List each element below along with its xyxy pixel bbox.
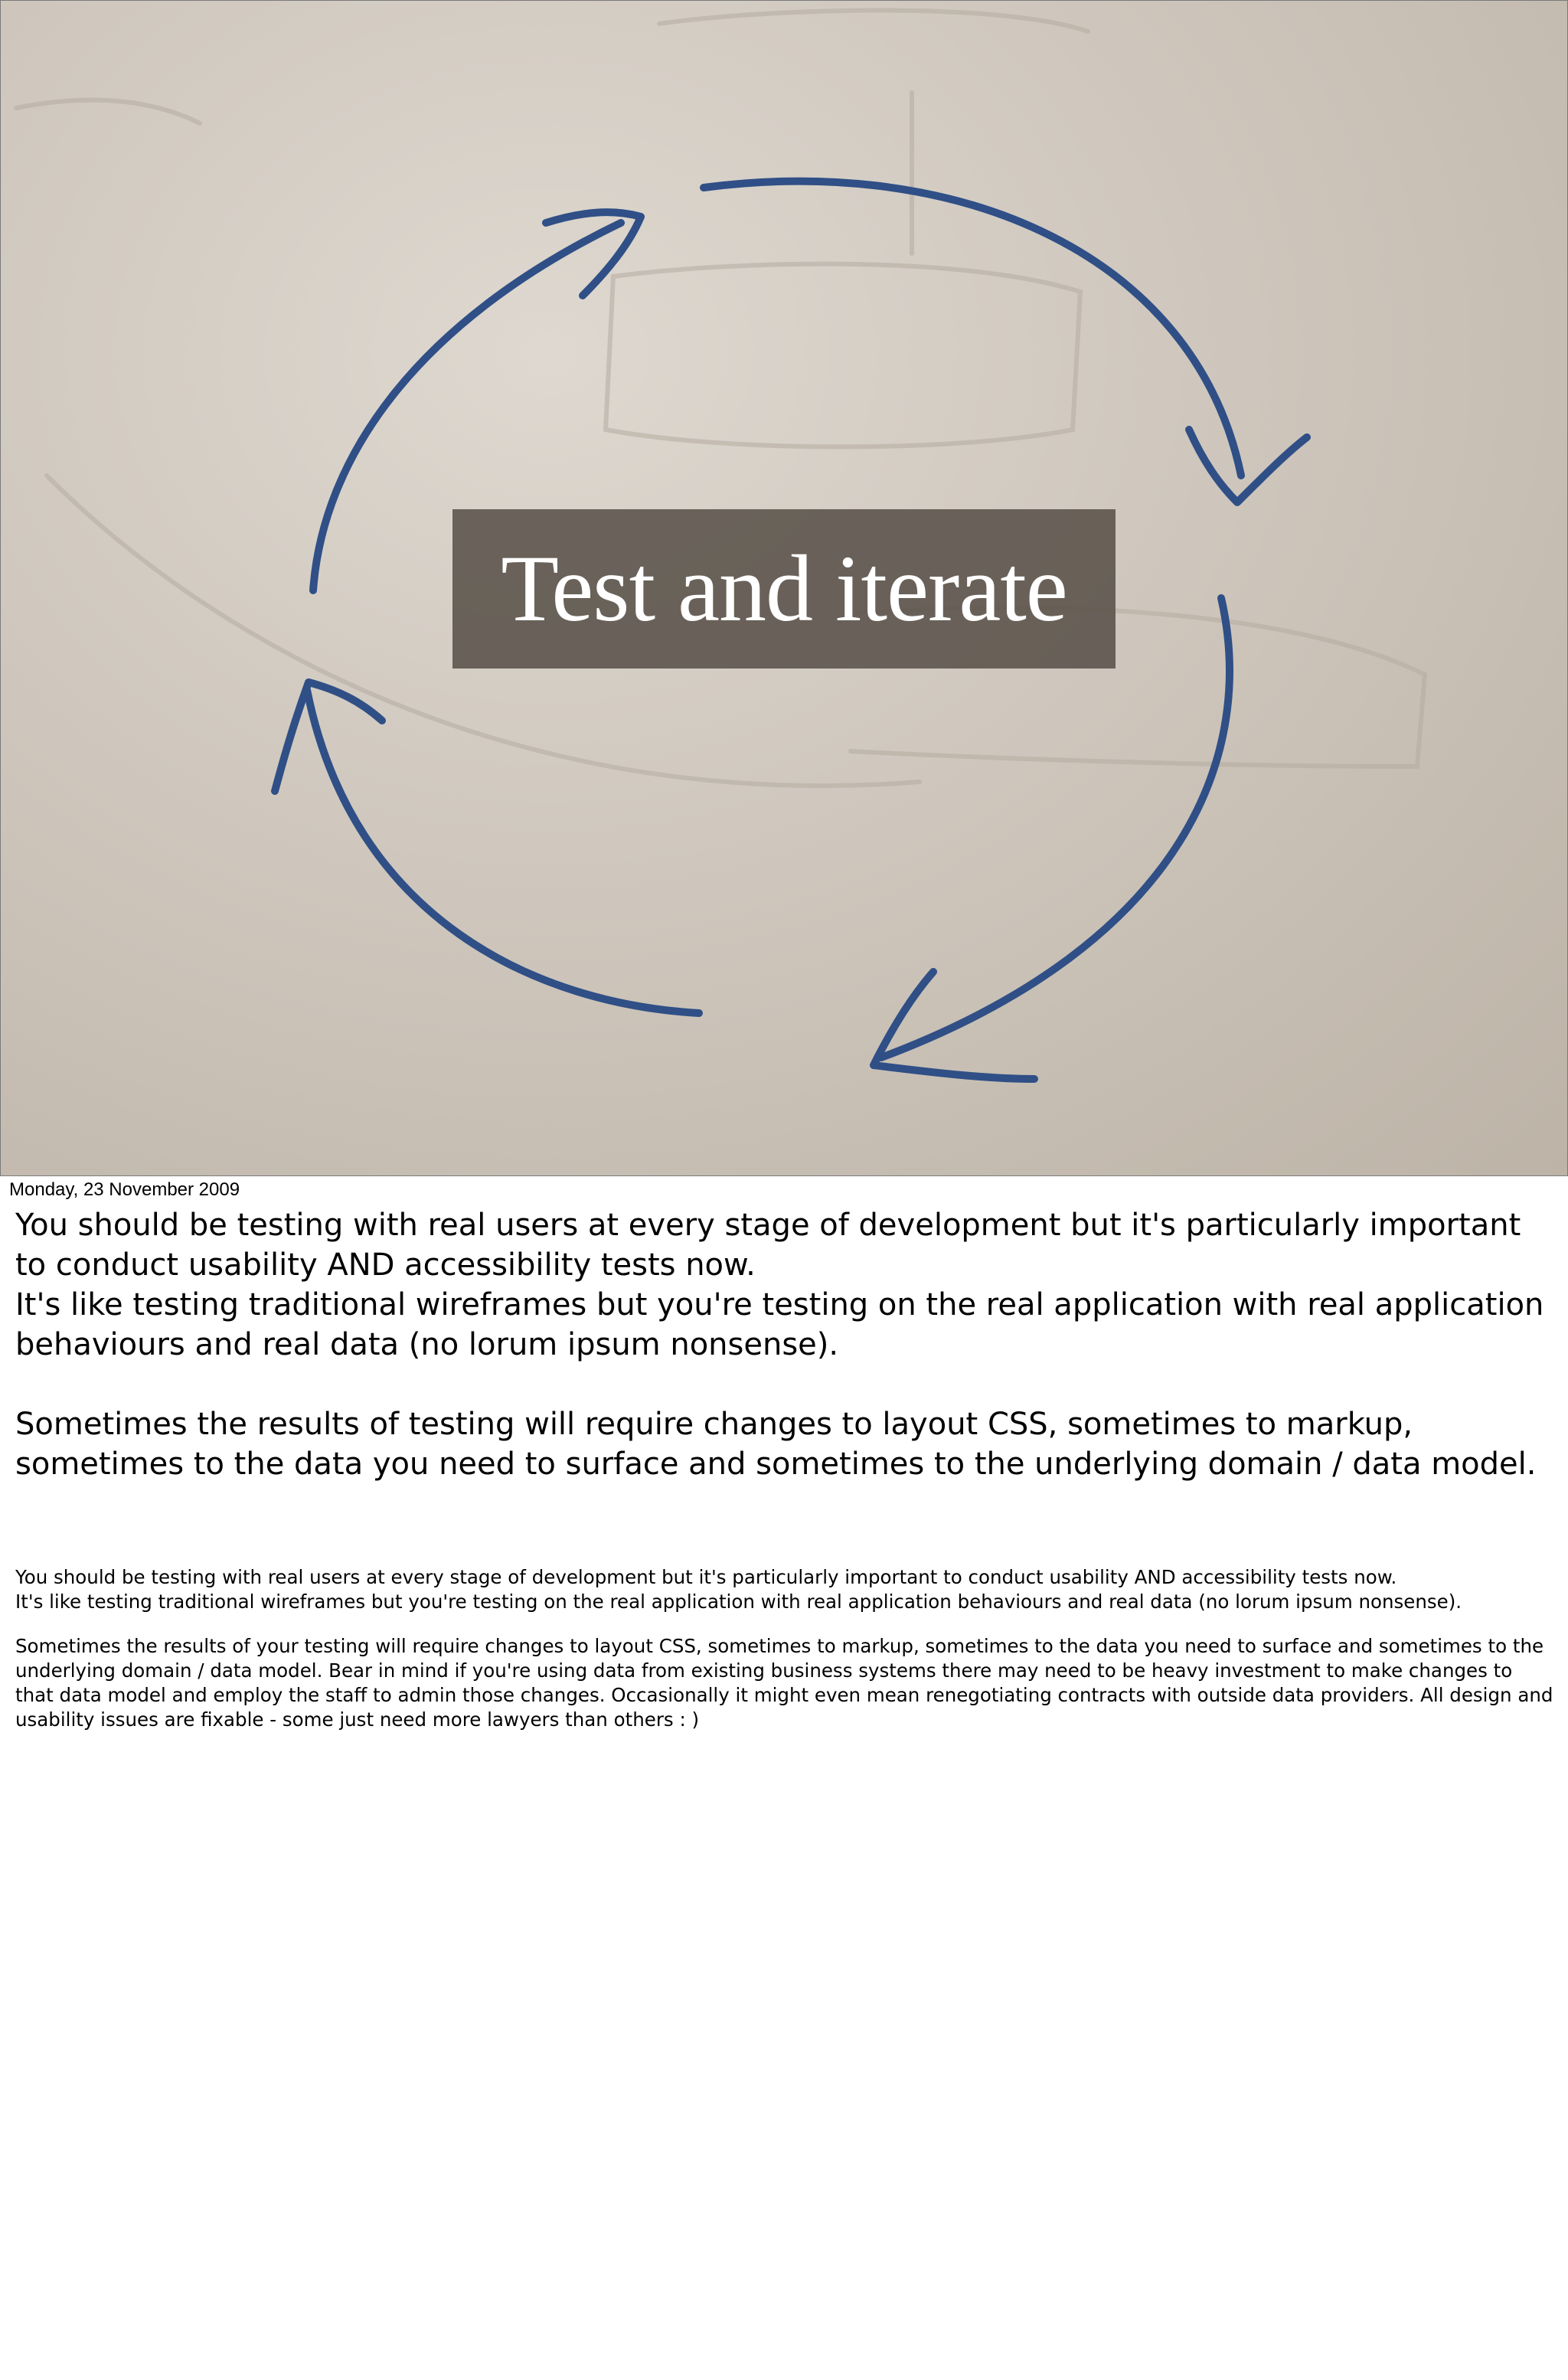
paragraph-gap <box>15 1614 1554 1634</box>
slide-title-box <box>452 509 1116 669</box>
slide-image <box>0 0 1568 1176</box>
notes-large-paragraph-1-line-1: You should be testing with real users at every stage of development but it's particularly important to conduct usability AND accessibility tests now. <box>15 1208 1521 1283</box>
notes-small-paragraph-2: Sometimes the results of your testing will require changes to layout CSS, sometimes to markup, sometimes to the data you need to surface and sometimes to the underlying domain / data model. Bear in mind if you're using data from existing business systems there may need to be heavy investment to make changes to that data model and employ the staff to admin those changes. Occasionally it might even mean renegotiating contracts with outside data providers. All design and usability issues are fixable - some just need more lawyers than others : ) <box>15 1635 1553 1731</box>
paragraph-gap <box>15 1365 1547 1404</box>
slide-title: Test and iterate <box>501 536 1067 641</box>
arrow-top-right <box>704 181 1241 476</box>
arrow-top-right-head <box>1189 430 1307 502</box>
speaker-notes-large <box>15 1205 1547 1484</box>
slide-date: Monday, 23 November 2009 <box>9 1179 240 1200</box>
notes-small-paragraph-1-line-1: You should be testing with real users at every stage of development but it's particularly important to conduct usability AND accessibility tests now. <box>15 1566 1397 1588</box>
notes-large-paragraph-1-line-2: It's like testing traditional wireframes but you're testing on the real application with real application behaviours and real data (no lorum ipsum nonsense). <box>15 1287 1544 1362</box>
notes-small-paragraph-1-line-2: It's like testing traditional wireframes but you're testing on the real application with real application behaviours and real data (no lorum ipsum nonsense). <box>15 1590 1462 1613</box>
notes-large-paragraph-2: Sometimes the results of testing will require changes to layout CSS, sometimes to markup, sometimes to the data you need to surface and sometimes to the underlying domain / data model. <box>15 1407 1537 1482</box>
arrow-left <box>307 690 699 1013</box>
speaker-notes-small <box>15 1565 1554 1732</box>
